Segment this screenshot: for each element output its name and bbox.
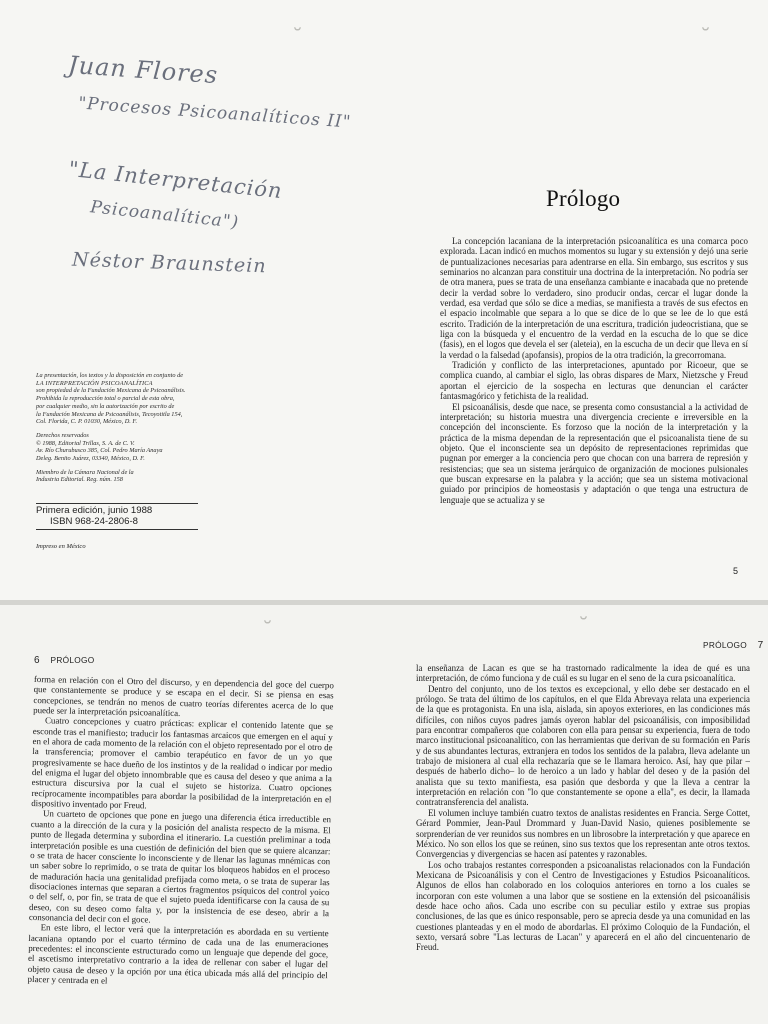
scan-mark: ˘ — [578, 615, 589, 640]
paragraph: El psicoanálisis, desde que nace, se presenta como consustancial a la actividad de interpretación; su historia muestra una divergencia creciente e irreversible en la concepción del inconsciente. Es forzoso que la noción de la interpretación y la práctica de la misma dependan de la representación que el psicoanalista tiene de su objeto. Que el inconsciente sea un depósito de representaciones reprimidas que pugnan por emerger a la conciencia pero que chocan con una barrera de represión y resistencias; que sea un sistema jerárquico de organización de mociones pulsionales que buscan expresarse en la palabra y la acción; que sea un sistema motivacional guiado por principios de homeostasis y adaptación o que tenga una estructura de lenguaje que se actualiza y se — [440, 401, 748, 505]
notice-line: la Fundación Mexicana de Psicoanálisis, Tecoyotitla 154, — [36, 410, 183, 418]
handwritten-author: Néstor Braunstein — [71, 248, 267, 278]
notice-line: LA INTERPRETACIÓN PSICOANALÍTICA — [36, 379, 153, 387]
notice-line: son propiedad de la Fundación Mexicana de Psicoanálisis. — [36, 387, 186, 395]
printed-in: Impreso en México — [36, 543, 86, 550]
page6-body — [28, 674, 334, 991]
handwritten-book-title-cont: Psicoanalítica") — [89, 197, 241, 233]
copyright-notice — [36, 372, 236, 490]
rights-line: Deleg. Benito Juárez, 03340, México, D. F. — [36, 455, 145, 463]
page-number: 7 — [757, 640, 764, 651]
paragraph: Los ocho trabajos restantes corresponden a psicoanalistas relacionados con la Fundación Mexicana de Psicoanálisis y con el Centro de Investigaciones y Estudios Psicoanalíticos. Algunos de ellos han colaborado en los coloquios anteriores en torno a los cuales se incorporan con este volumen a una labor que se sostiene en la extensión del psicoanálisis desde hace ocho años. Cada uno escribe con su peculiar estilo y extrae sus propias conclusiones, de las que es único responsable, pero se aprecia desde ya una comunidad en las cuestiones planteadas y en el modo de abordarlas. El próximo Coloquio de la Fundación, el sexto, versará sobre "Las lecturas de Lacan" y aparecerá en el año del cincuentenario de Freud. — [416, 859, 750, 953]
member-line: Industria Editorial. Reg. núm. 158 — [36, 476, 123, 484]
running-head-text: PRÓLOGO — [50, 655, 95, 665]
rights-line: © 1988, Editorial Trillas, S. A. de C. V. — [36, 439, 135, 447]
running-head-left — [34, 655, 95, 666]
scan-mark: ˘ — [292, 26, 303, 51]
paragraph: Tradición y conflicto de las interpretaciones, apuntado por Ricoeur, que se complica cuando, al cambiar el siglo, las obras dispares de Marx, Nietzsche y Freud aportan el ejercicio de la sospecha en lecturas que denuncian el carácter fantasmagórico y fetichista de la realidad. — [440, 360, 748, 402]
paragraph: En este libro, el lector verá que la interpretación es abordada en su vertiente lacaniana optando por el cuarto término de cada una de las enumeraciones precedentes: el inconsciente estructurado como un lenguaje que depende del goce, el ascetismo interpretativo contrario a la idea de rellenar con saber el lugar del objeto causa de deseo y la opción por una ética ubicada más allá del principio del placer y centrada en el — [27, 922, 329, 986]
paragraph: Un cuarteto de opciones que pone en juego una diferencia ética irreductible en cuanto a la dirección de la cura y la posición del analista respecto de la misma. El punto de llegada determina y subordina el itinerario. La cuestión preliminar a toda interpretación posible es una cuestión de definición del bien que se quiere alcanzar: o se trata de hacer consciente lo inconsciente y de llenar las lagunas mnémicas con un saber sobre lo reprimido, o se trata de quitar los bloqueos habidos en el proceso de maduración hacia una genitalidad prefijada como meta, o se trata de superar las disociaciones internas que separan a ciertos fragmentos psíquicos del control yoico o del self, o, por fin, se trata de que el sujeto pueda identificarse con la causa de su deseo, con su deseo como falta y, por la insistencia de ese deseo, abrir a la consonancia del decir con el goce. — [28, 808, 332, 925]
edition-line: Primera edición, junio 1988 — [36, 505, 153, 516]
handwritten-book-title: "La Interpretación — [67, 156, 284, 204]
paragraph: forma en relación con el Otro del discurso, y en dependencia del goce del cuerpo que constantemente se produce y se escapa en el decir. Si se piensa en esas concepciones, se tendrán no menos de cuatro teorías diferentes acerca de lo que puede ser la interpretación psicoanalítica. — [33, 674, 334, 719]
running-head-right — [703, 640, 764, 651]
rights-line: Derechos reservados — [36, 431, 89, 439]
running-head-text: PRÓLOGO — [703, 640, 748, 650]
paragraph: La concepción lacaniana de la interpretación psicoanalítica es una comarca poco explorada. Lacan indicó en muchos momentos su lugar y su extensión y dejó una serie de puntualizaciones necesarias para adentrarse en ella. Sin embargo, sus escritos y sus seminarios no alcanzan para constituir una doctrina de la interpretación. No podría ser de otra manera, pues se trata de una enseñanza cambiante e inacabada que no pretende decir la verdad sobre lo verdadero, sino producir ondas, cercar el lugar donde la verdad, esa verdad que sólo se dice a medias, se manifiesta a través de sus efectos en el espacio incolmable que separa a lo que se dice de lo que se lee de lo que está escrito. Tradición de la interpretación de una escritura, tradición judeocristiana, que se liga con la búsqueda y el encuentro de la verdad en la escucha de lo que se dice (fasis), en el logos que devela el ser (aleteia), en la escucha de un decir que lleva en sí la verdad o la falsedad (apofansis), propios de la otra tradición, la grecorromana. — [440, 236, 748, 360]
paragraph: Dentro del conjunto, uno de los textos es excepcional, y ello debe ser destacado en el prólogo. Se trata del último de los capítulos, en el que Elda Abrevaya relata una experiencia de la que es protagonista. En una isla, aislada, sin apoyos exteriores, en las condiciones más difíciles, con niños cuyos padres jamás oyeron hablar del psicoanálisis, con imposibilidad para encontrar compañeros que colaboren con ella para pensar su experiencia, fuera de todo marco institucional psicoanalítico, con las herramientas que derivan de su formación en París y de sus abundantes lecturas, extranjera en todos los sentidos de la palabra, lleva adelante un trabajo de misionera al cual ella rechazaría que se le llamara heroico. Así, hay que pilar –después de haberlo dicho– lo de heroico a un lado y hablar del deseo y de la pasión del analista que su texto manifiesta, esa pasión que desborda y que la lleva a centrar la interpretación en relación con "lo que constantemente se opone a ella", es decir, la llamada contratransferencia del analista. — [416, 683, 750, 808]
isbn-line: ISBN 968-24-2806-8 — [50, 516, 138, 527]
page-title: Prólogo — [546, 186, 621, 211]
edition-box — [36, 503, 198, 530]
paragraph: Cuatro concepciones y cuatro prácticas: explicar el contenido latente que se esconde tras el manifiesto; traducir los fantasmas arcaicos que emergen en el aquí y en el ahora de cada momento de la relación con el objeto representado por el otro de la transferencia; promover el cambio terapéutico en favor de un yo que progresivamente se hace dueño de los instintos y de la realidad o indicar por medio del enigma el lugar del objeto innombrable que es causa del deseo y que anima a la estructura discursiva por la cual el sujeto se historiza. Cuatro opciones recíprocamente incompatibles para abordar la posibilidad de la interpretación en el dispositivo inventado por Freud. — [31, 715, 334, 811]
notice-line: La presentación, los textos y la disposición en conjunto de — [36, 372, 184, 379]
page-number: 6 — [34, 655, 40, 666]
notice-line: Prohibida la reproducción total o parcial de esta obra, — [36, 395, 175, 403]
paragraph: la enseñanza de Lacan es que se ha trastornado radicalmente la idea de qué es una interpretación, de cómo funciona y de cuál es su lugar en el seno de la cura psicoanalítica. — [416, 663, 750, 684]
page7-body — [416, 663, 750, 953]
rights-line: Av. Río Churubusco 385, Col. Pedro María Anaya — [36, 447, 163, 455]
handwritten-name: Juan Flores — [67, 50, 220, 90]
paragraph: El volumen incluye también cuatro textos de analistas residentes en Francia. Serge Cottet, Gérard Pommier, Jean-Paul Drommard y Juan-David Nasio, quienes posiblemente se sorprenderían de ver reunidos sus nombres en un librosobre la interpretación y que aparece en México. No son ellos los que se reúnen, sino sus textos que los representan ante otros textos. Convergencias y divergencias se hacen así patentes y razonables. — [416, 807, 750, 860]
page-number: 5 — [733, 566, 739, 576]
notice-line: por cualquier medio, sin la autorización por escrito de — [36, 402, 175, 410]
page5-body — [440, 236, 748, 505]
member-line: Miembro de la Cámara Nacional de la — [36, 468, 134, 476]
notice-line: Col. Florida, C. P. 01030, México, D. F. — [36, 418, 138, 426]
scan-mark: ˘ — [262, 619, 273, 644]
scan-mark: ˘ — [700, 26, 711, 51]
handwritten-course: "Procesos Psicoanalíticos II" — [77, 93, 353, 133]
